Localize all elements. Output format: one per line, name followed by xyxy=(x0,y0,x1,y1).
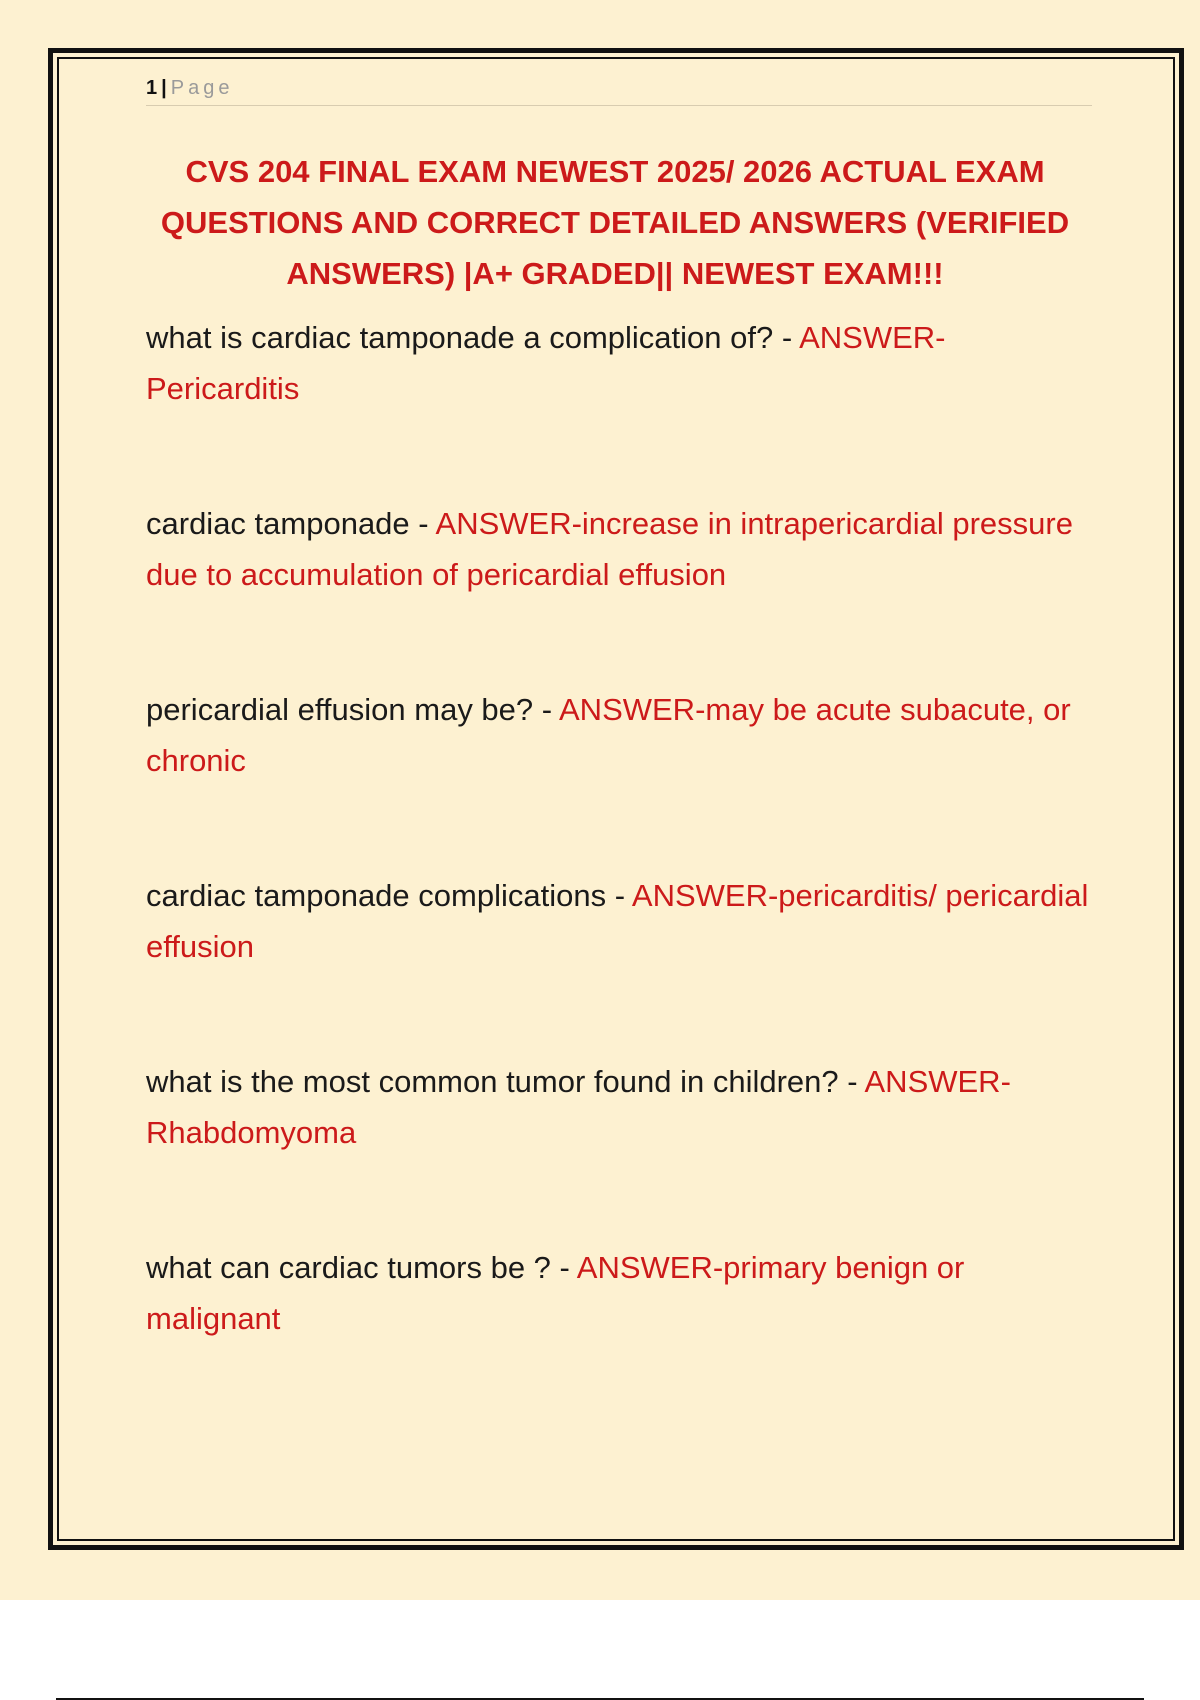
page-number: 1 xyxy=(146,77,158,99)
answer-text: ANSWER-pericarditis/ pericardial effusion xyxy=(146,878,1089,964)
question-text: cardiac tamponade complications - xyxy=(146,878,632,913)
title-line-1: CVS 204 FINAL EXAM NEWEST 2025/ 2026 ACTUAL EXAM xyxy=(185,154,1045,189)
qa-item xyxy=(146,870,1092,972)
qa-item xyxy=(146,498,1092,600)
qa-item xyxy=(146,1056,1092,1158)
answer-text: ANSWER-Pericarditis xyxy=(146,320,946,406)
question-text: cardiac tamponade - xyxy=(146,506,436,541)
question-text: what is cardiac tamponade a complication of? - xyxy=(146,320,800,355)
answer-text: ANSWER-primary benign or malignant xyxy=(146,1250,965,1336)
page-header xyxy=(146,74,1092,106)
qa-item xyxy=(146,1242,1092,1344)
page-label: Page xyxy=(170,77,234,99)
question-text: what can cardiac tumors be ? - xyxy=(146,1250,577,1285)
page-separator: | xyxy=(161,77,167,99)
title-line-2: QUESTIONS AND CORRECT DETAILED ANSWERS (VERIFIED xyxy=(160,205,1070,240)
title-line-3: ANSWERS) |A+ GRADED|| NEWEST EXAM!!! xyxy=(286,256,944,291)
answer-text: ANSWER-Rhabdomyoma xyxy=(146,1064,1011,1150)
answer-text: ANSWER-may be acute subacute, or chronic xyxy=(146,692,1071,778)
qa-item xyxy=(146,684,1092,786)
document-title xyxy=(150,146,1080,299)
answer-text: ANSWER-increase in intrapericardial pressure due to accumulation of pericardial effusion xyxy=(146,506,1073,592)
qa-list xyxy=(146,312,1092,1428)
question-text: what is the most common tumor found in children? - xyxy=(146,1064,865,1099)
qa-item xyxy=(146,312,1092,414)
question-text: pericardial effusion may be? - xyxy=(146,692,559,727)
